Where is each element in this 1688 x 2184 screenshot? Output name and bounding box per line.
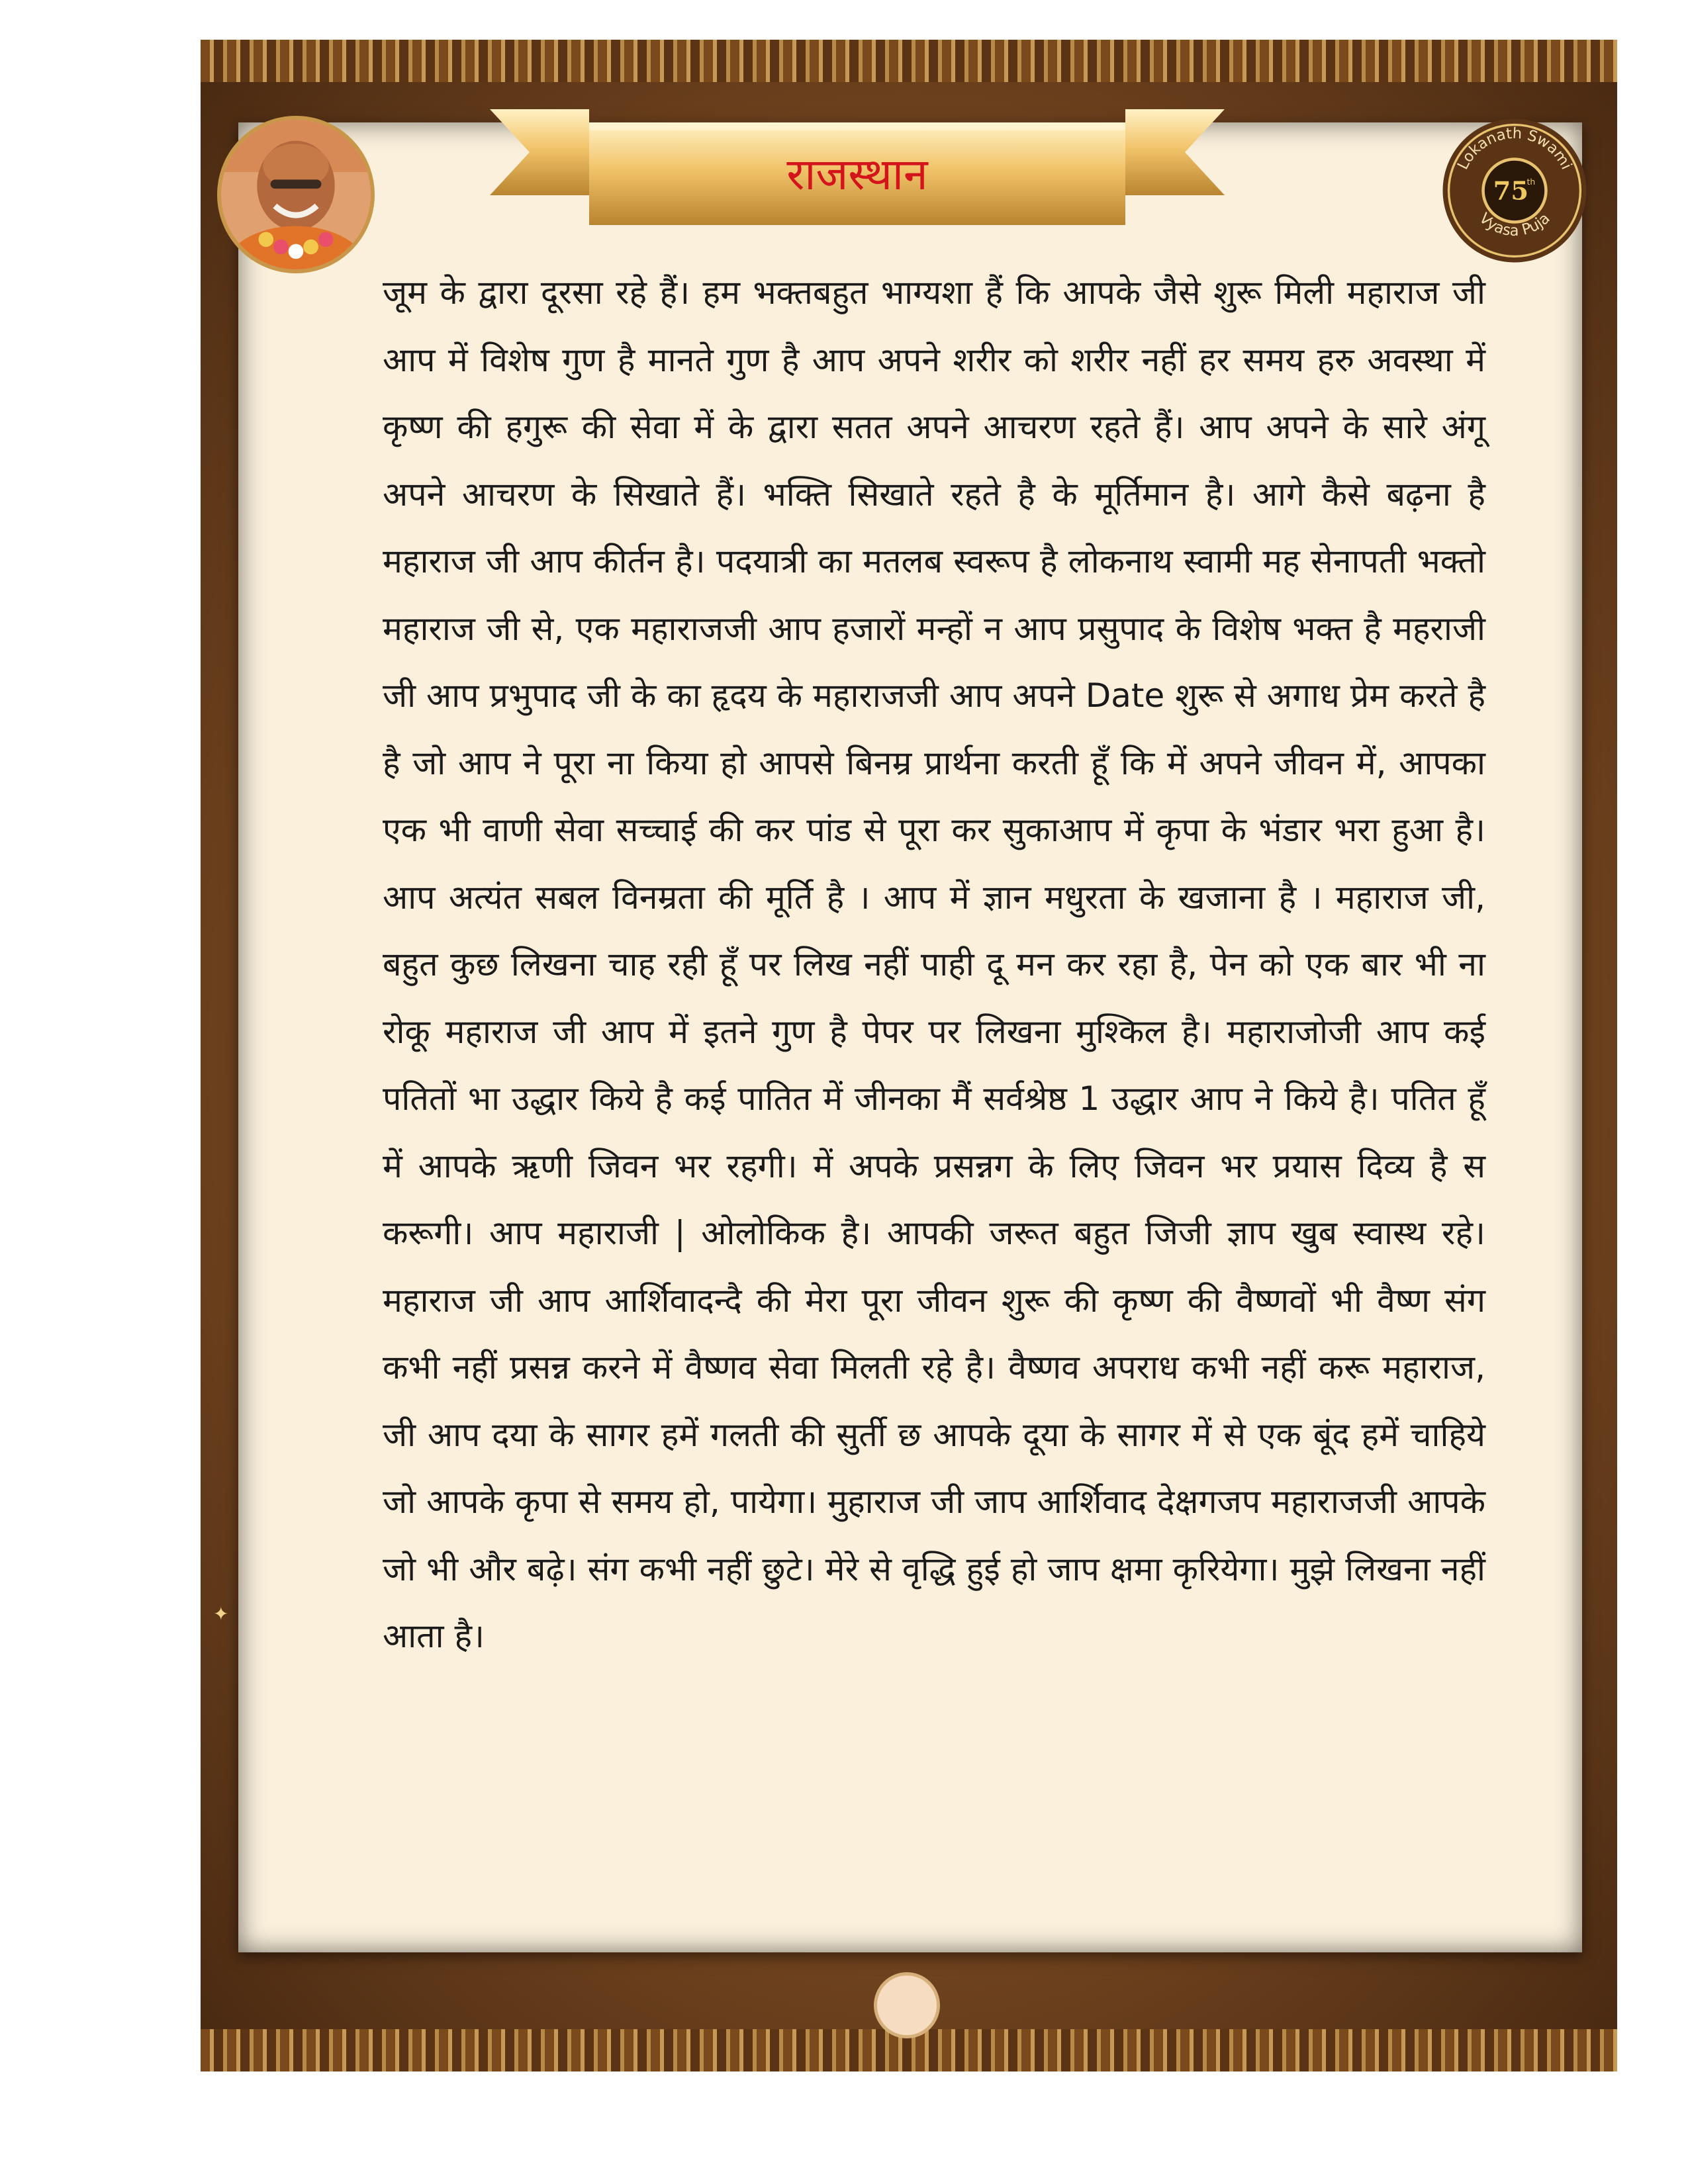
seal-number: 75 — [1493, 176, 1529, 206]
avatar — [217, 116, 375, 273]
seal-top-text: Lokanath Swami — [1454, 124, 1575, 173]
title-ribbon — [490, 96, 1225, 242]
top-ornamental-border — [201, 40, 1617, 82]
vyasa-puja-75-seal — [1440, 116, 1589, 265]
seal-superscript: th — [1526, 176, 1536, 187]
sparkle-icon: ✦ — [213, 1603, 229, 1625]
portrait-image — [221, 120, 371, 269]
seal-bottom-text: Vyasa Puja — [1476, 210, 1554, 240]
page-number-dot — [874, 1972, 940, 2038]
seal-graphic — [1440, 116, 1589, 265]
page-title: राजस्थान — [786, 149, 928, 200]
letter-body: जूम के द्वारा दूरसा रहे हैं। हम भक्तबहुत भाग्यशा हैं कि आपके जैसे शुरू मिली महाराज जी आप में विशेष गुण है मानते गुण है आप अपने शरीर को शरीर नहीं हर समय हरु अवस्था में कृष्ण की हगुरू की सेवा में के द्वारा सतत अपने आचरण रहते हैं। आप अपने के सारे अंगू अपने आचरण के सिखाते हैं। भक्ति सिखाते रहते है के मूर्तिमान है। आगे कैसे बढ़ना है महाराज जी आप कीर्तन है। पदयात्री का मतलब स्वरूप है लोकनाथ स्वामी मह सेनापती भक्तो महाराज जी से, एक महाराजजी आप हजारों मन्हों न आप प्रसुपाद के विशेष भक्त है महराजी जी आप प्रभुपाद जी के का हृदय के महाराजजी आप अपने Date शुरू से अगाध प्रेम करते है है जो आप ने पूरा ना किया हो आपसे बिनम्र प्रार्थना करती हूँ कि में अपने जीवन में, आपका एक भी वाणी सेवा सच्चाई की कर पांड से पूरा कर सुकाआप में कृपा के भंडार भरा हुआ है। आप अत्यंत सबल विनम्रता की मूर्ति है । आप में ज्ञान मधुरता के खजाना है । महाराज जी, बहुत कुछ लिखना चाह रही हूँ पर लिख नहीं पाही दू मन कर रहा है, पेन को एक बार भी ना रोकू महाराज जी आप में इतने गुण है पेपर पर लिखना मुश्किल है। महाराजोजी आप कई पतितों भा उद्धार किये है कई पातित में जीनका मैं सर्वश्रेष्ठ 1 उद्धार आप ने किये है। पतित हूँ में आपके ऋणी जिवन भर रहगी। में अपके प्रसन्नग के लिए जिवन भर प्रयास दिव्य है स करूगी। आप महाराजी | ओलोकिक है। आपकी जरूत बहुत जिजी ज्ञाप खुब स्वास्थ रहे। महाराज जी आप आर्शिवादन्दै की मेरा पूरा जीवन शुरू की कृष्ण की वैष्णवों भी वैष्ण संग कभी नहीं प्रसन्न करने में वैष्णव सेवा मिलती रहे है। वैष्णव अपराध कभी नहीं करू महाराज, जी आप दया के सागर हमें गलती की सुर्ती छ आपके दूया के सागर में से एक बूंद हमें चाहिये जो आपके कृपा से समय हो, पायेगा। मुहाराज जी जाप आर्शिवाद देक्षगजप महाराजजी आपके जो भी और बढ़े। संग कभी नहीं छुटे। मेरे से वृद्धि हुई हो जाप क्षमा कृरियेगा। मुझे लिखना नहीं आता है। — [383, 273, 1485, 1655]
